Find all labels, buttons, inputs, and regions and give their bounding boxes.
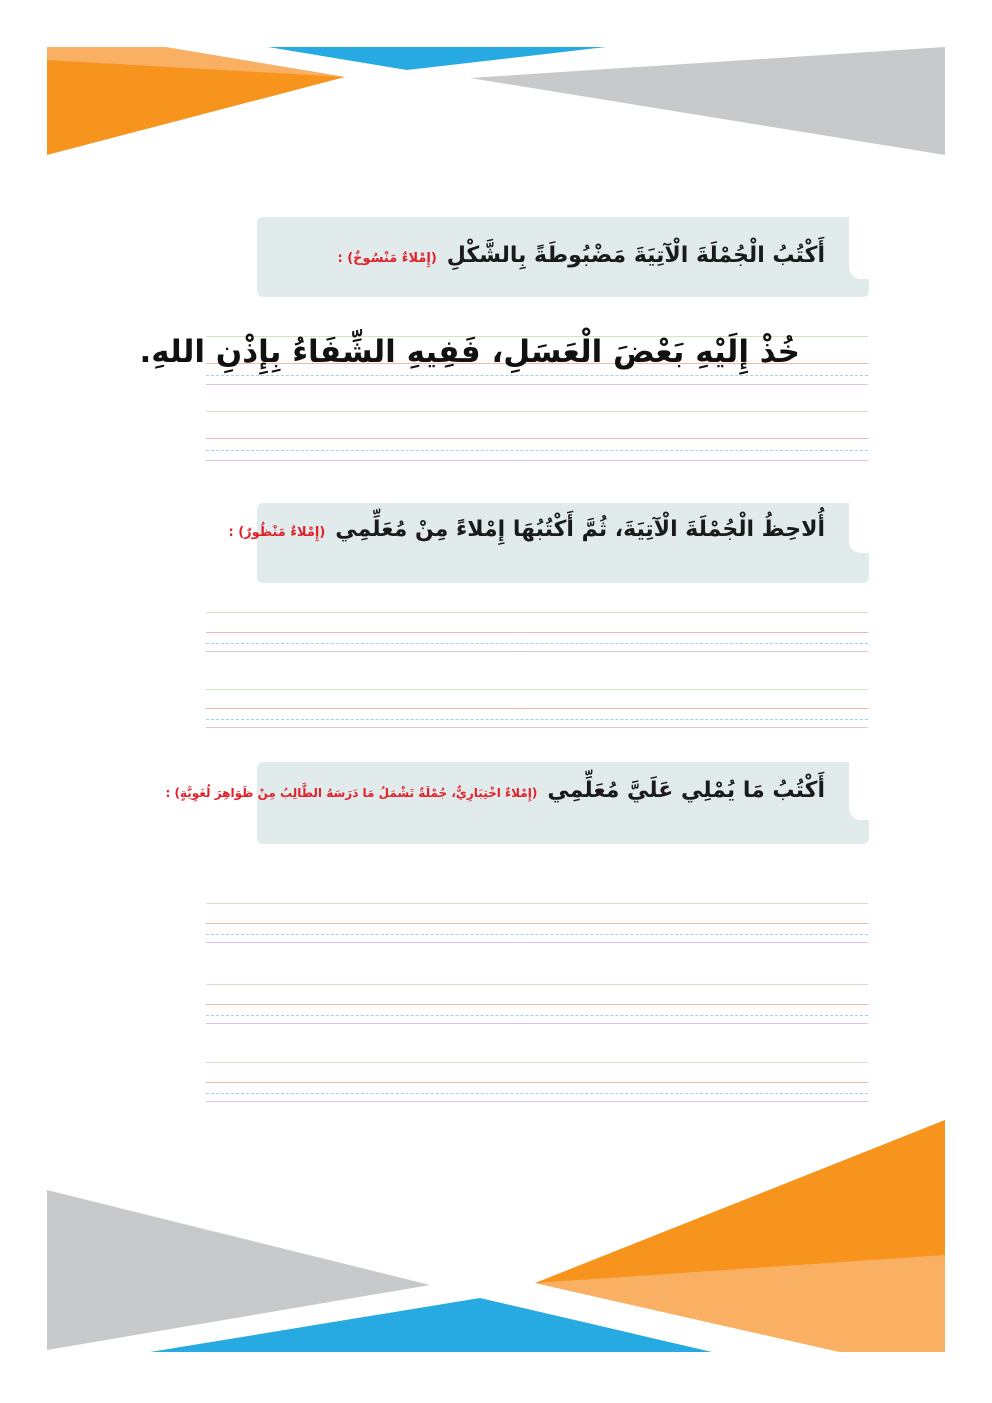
writing-line bbox=[206, 643, 868, 644]
instruction-1-note: (إِمْلاءٌ مَنْسُوخٌ) : bbox=[337, 251, 437, 266]
banner-notch bbox=[849, 762, 869, 820]
writing-line bbox=[206, 1015, 868, 1016]
writing-line bbox=[206, 375, 868, 376]
instruction-text-3 bbox=[165, 778, 825, 803]
writing-line bbox=[206, 411, 868, 412]
instruction-2-note: (إِمْلاءٌ مَنْظُورٌ) : bbox=[228, 525, 326, 540]
instruction-banner-1 bbox=[257, 217, 869, 297]
instruction-3-main: أَكْتُبُ مَا يُمْلِي عَلَيَّ مُعَلِّمِي bbox=[547, 778, 825, 803]
writing-line bbox=[206, 689, 868, 690]
bottom-orange-highlight bbox=[535, 1255, 945, 1352]
writing-line bbox=[206, 903, 868, 904]
instruction-banner-2 bbox=[228, 503, 869, 583]
model-sentence: خُذْ إِلَيْهِ بَعْضَ الْعَسَلِ، فَفِيهِ الشِّفَاءُ بِإِذْنِ اللهِ. bbox=[139, 334, 800, 370]
writing-line bbox=[206, 708, 868, 709]
writing-line bbox=[206, 438, 868, 439]
top-orange-triangle bbox=[47, 47, 345, 155]
writing-line bbox=[206, 984, 868, 985]
top-orange-highlight bbox=[47, 47, 345, 77]
writing-line bbox=[206, 1082, 868, 1083]
banner-notch bbox=[849, 217, 869, 279]
writing-line bbox=[206, 632, 868, 633]
writing-line bbox=[206, 1101, 868, 1102]
writing-line bbox=[206, 384, 868, 385]
instruction-2-main: أُلاحِظُ الْجُمْلَةَ الْآتِيَةَ، ثُمَّ أَكْتُبُهَا إِمْلاءً مِنْ مُعَلِّمِي bbox=[335, 517, 825, 542]
writing-line bbox=[206, 719, 868, 720]
instruction-1-main: أَكْتُبُ الْجُمْلَةَ الْآتِيَةَ مَضْبُوطَةً بِالشَّكْلِ bbox=[446, 243, 825, 268]
writing-line bbox=[206, 1023, 868, 1024]
writing-line bbox=[206, 727, 868, 728]
instruction-3-note: (إِمْلاءٌ اخْتِبَارِيٌّ، جُمْلَةٌ تَشْمَلُ مَا دَرَسَهُ الطَّالِبُ مِنْ ظَوَاهِرَ لُغَوِيَّةٍ) : bbox=[165, 786, 538, 800]
writing-line bbox=[206, 923, 868, 924]
top-gray-triangle bbox=[470, 47, 945, 155]
writing-line bbox=[206, 1093, 868, 1094]
instruction-text-2 bbox=[228, 517, 825, 542]
writing-line bbox=[206, 942, 868, 943]
bottom-orange-triangle bbox=[535, 1120, 945, 1352]
instruction-text-1 bbox=[338, 243, 825, 268]
writing-line bbox=[206, 1062, 868, 1063]
top-blue-triangle bbox=[268, 47, 606, 70]
bottom-gray-triangle bbox=[47, 1190, 430, 1350]
writing-line bbox=[206, 450, 868, 451]
writing-line bbox=[206, 651, 868, 652]
writing-line bbox=[206, 460, 868, 461]
writing-line bbox=[206, 612, 868, 613]
bottom-blue-triangle bbox=[150, 1298, 712, 1352]
banner-notch bbox=[849, 503, 869, 553]
writing-line bbox=[206, 934, 868, 935]
instruction-banner-3 bbox=[165, 762, 869, 844]
writing-line bbox=[206, 1004, 868, 1005]
